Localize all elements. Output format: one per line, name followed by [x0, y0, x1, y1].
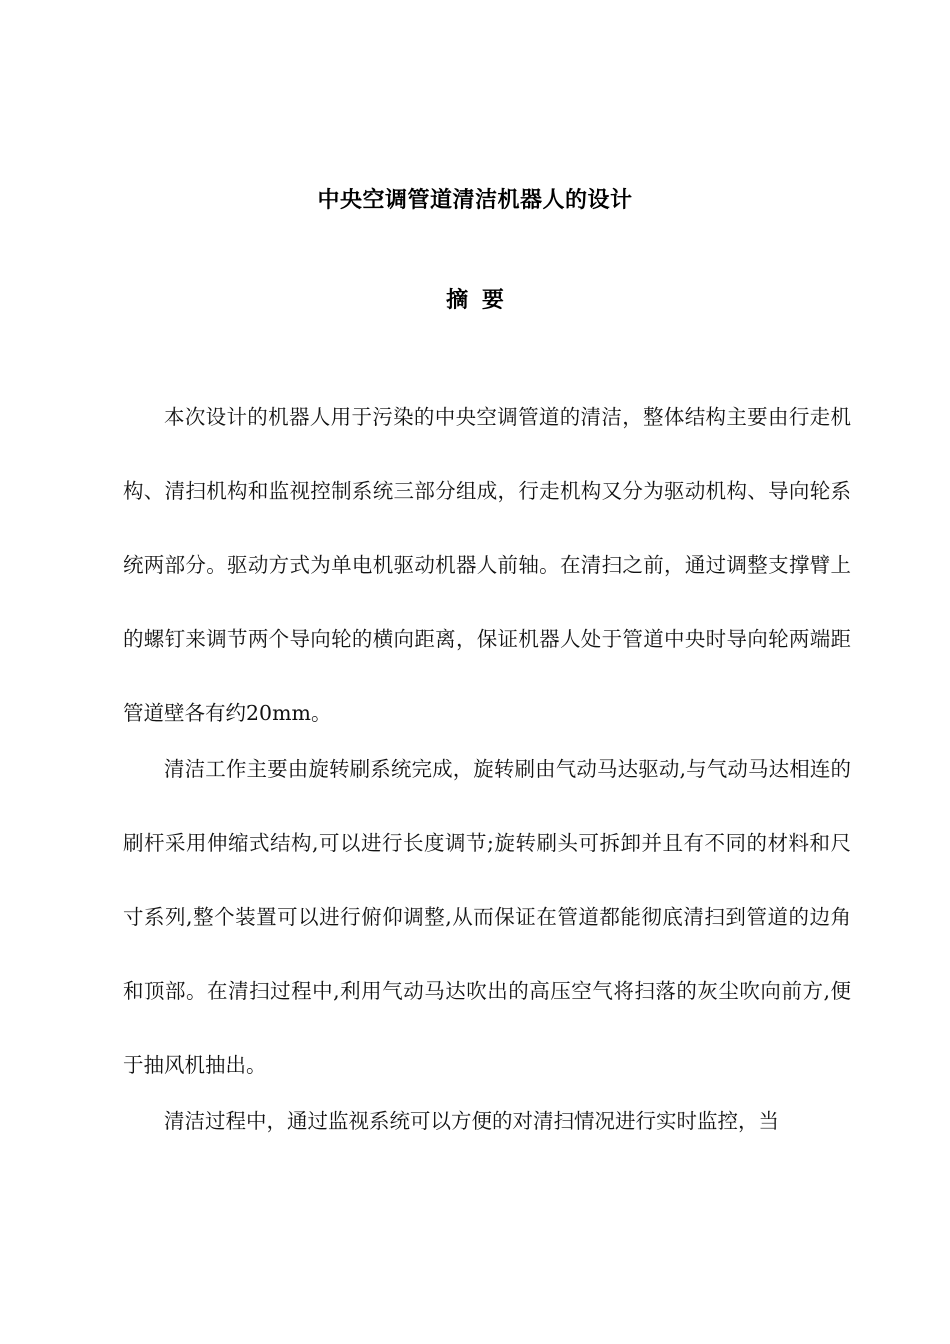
abstract-body [123, 380, 851, 1158]
abstract-heading: 摘 要 [446, 288, 504, 313]
paragraph: 清洁工作主要由旋转刷系统完成，旋转刷由气动马达驱动,与气动马达相连的刷杆采用伸缩式结构,可以进行长度调节;旋转刷头可拆卸并且有不同的材料和尺寸系列,整个装置可以进行俯仰调整,从而保证在管道都能彻底清扫到管道的边角和顶部。在清扫过程中,利用气动马达吹出的高压空气将扫落的灰尘吹向前方,便于抽风机抽出。 [123, 757, 851, 1077]
paragraph: 本次设计的机器人用于污染的中央空调管道的清洁，整体结构主要由行走机构、清扫机构和监视控制系统三部分组成，行走机构又分为驱动机构、导向轮系统两部分。驱动方式为单电机驱动机器人前轴。在清扫之前，通过调整支撑臂上的螺钉来调节两个导向轮的横向距离，保证机器人处于管道中央时导向轮两端距管道壁各有约20mm。 [123, 405, 851, 725]
document-title: 中央空调管道清洁机器人的设计 [317, 188, 633, 213]
paragraph: 清洁过程中，通过监视系统可以方便的对清扫情况进行实时监控，当 [164, 1109, 779, 1133]
